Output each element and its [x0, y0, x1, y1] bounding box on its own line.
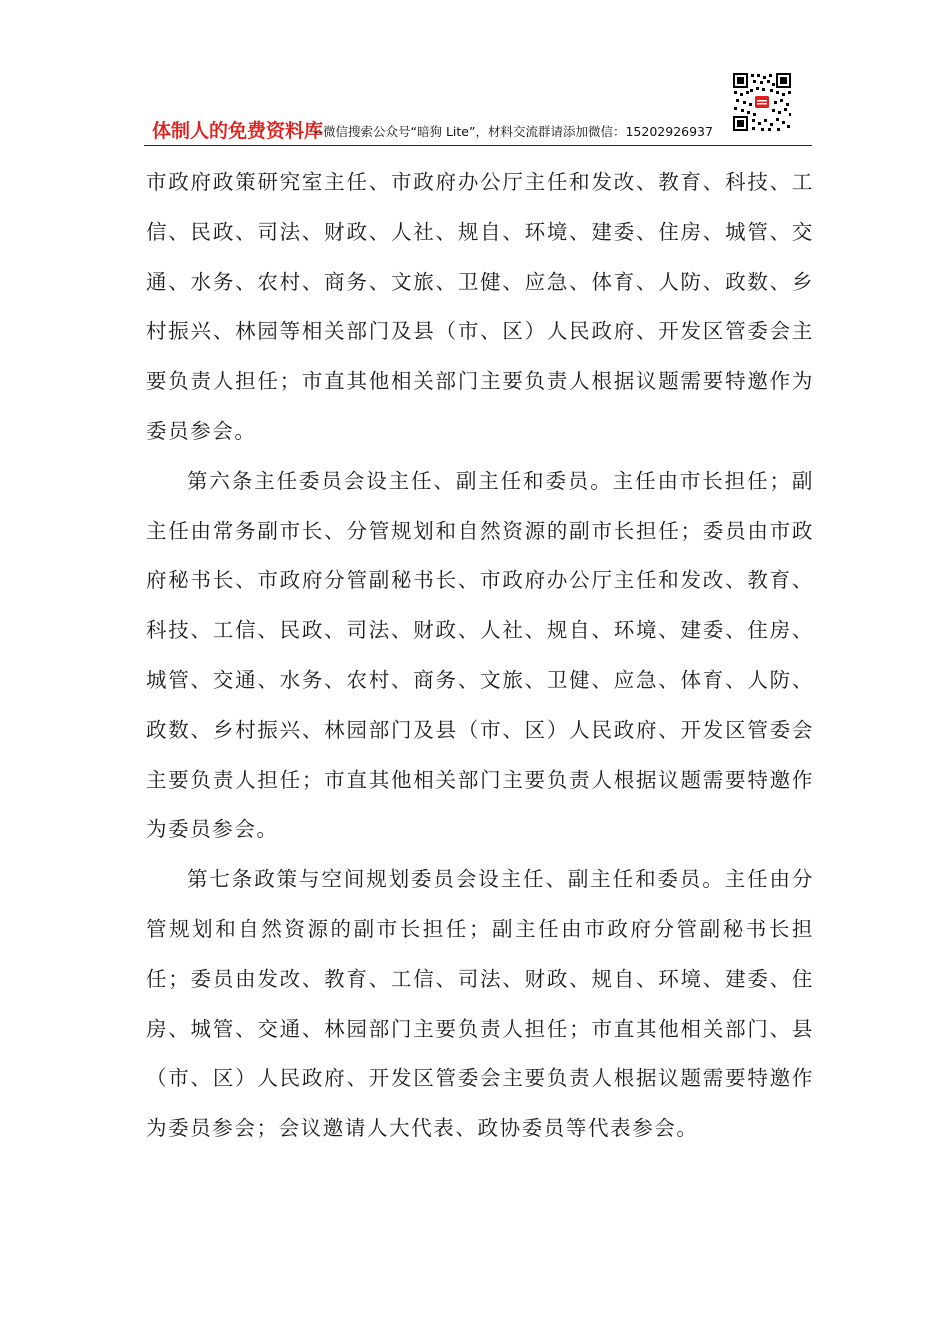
- paragraph-article-6: 第六条主任委员会设主任、副主任和委员。主任由市长担任；副主任由常务副市长、分管规划和自然资源的副市长担任；委员由市政府秘书长、市政府分管副秘书长、市政府办公厅主任和发改、教育、科技、工信、民政、司法、财政、人社、规自、环境、建委、住房、城管、交通、水务、农村、商务、文旅、卫健、应急、体育、人防、政数、乡村振兴、林园部门及县（市、区）人民政府、开发区管委会主要负责人担任；市直其他相关部门主要负责人根据议题需要特邀作为委员参会。: [146, 468, 814, 842]
- header-contact-note: --微信搜索公众号“暗狗 Lite”，材料交流群请添加微信：15202926937: [314, 124, 713, 139]
- header-divider: [144, 145, 812, 146]
- page-header: [144, 118, 812, 146]
- header-brand-title: 体制人的免费资料库: [152, 120, 324, 142]
- document-body: [146, 158, 814, 1154]
- qr-code-icon: [732, 72, 792, 132]
- paragraph-article-7: 第七条政策与空间规划委员会设主任、副主任和委员。主任由分管规划和自然资源的副市长担任；副主任由市政府分管副秘书长担任；委员由发改、教育、工信、司法、财政、规自、环境、建委、住房、城管、交通、林园部门主要负责人担任；市直其他相关部门、县（市、区）人民政府、开发区管委会主要负责人根据议题需要特邀作为委员参会；会议邀请人大代表、政协委员等代表参会。: [146, 867, 814, 1141]
- paragraph-continuation: 市政府政策研究室主任、市政府办公厅主任和发改、教育、科技、工信、民政、司法、财政、人社、规自、环境、建委、住房、城管、交通、水务、农村、商务、文旅、卫健、应急、体育、人防、政数、乡村振兴、林园等相关部门及县（市、区）人民政府、开发区管委会主要负责人担任；市直其他相关部门主要负责人根据议题需要特邀作为委员参会。: [146, 170, 814, 443]
